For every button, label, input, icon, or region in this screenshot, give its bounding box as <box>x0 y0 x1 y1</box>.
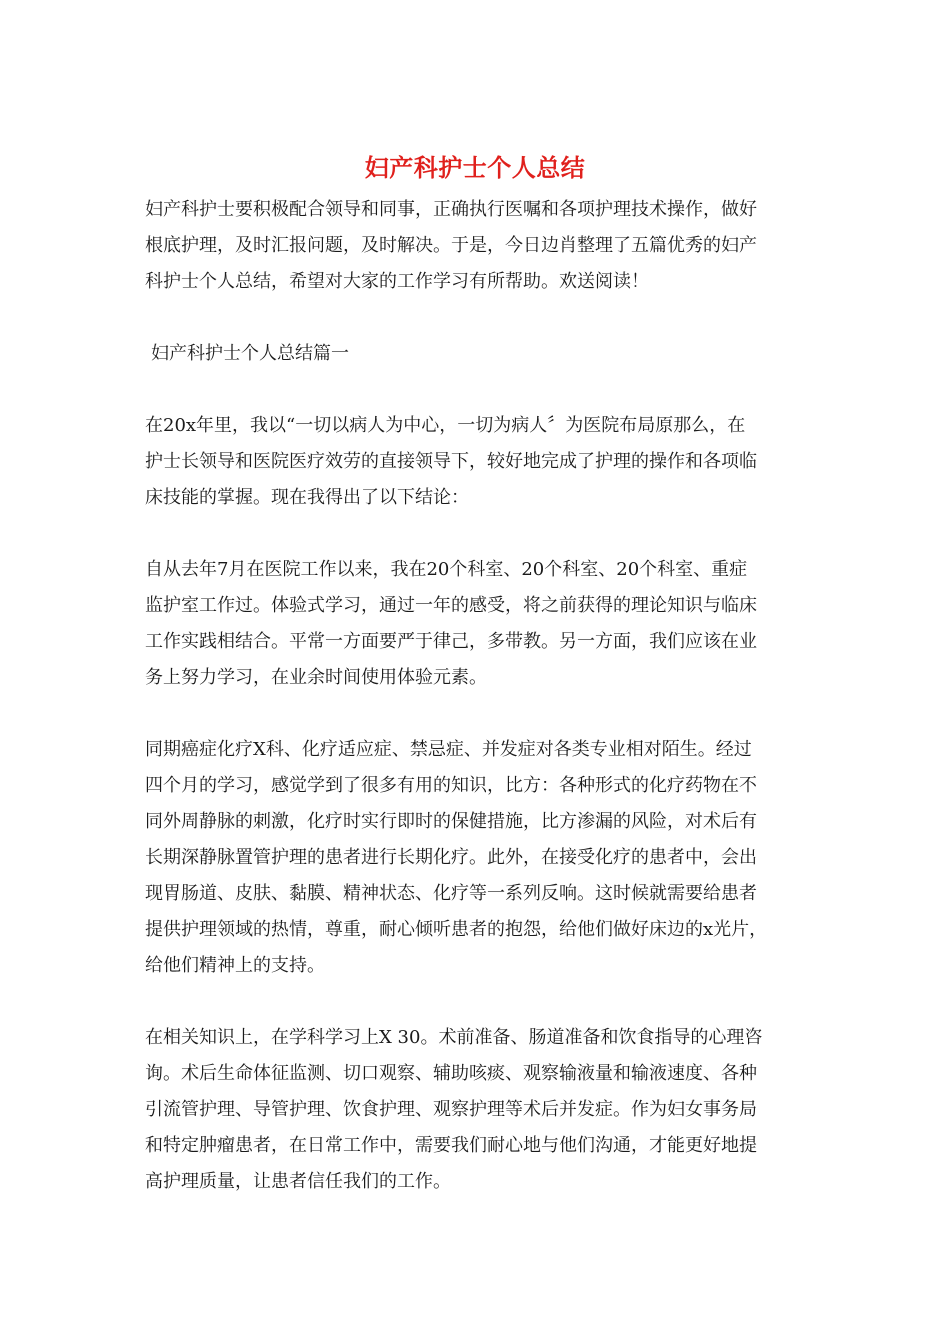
section-heading-text: 妇产科护士个人总结篇一 <box>151 343 349 364</box>
body-paragraph <box>145 1020 805 1200</box>
intro-paragraph <box>145 192 805 300</box>
paragraph-line: 根底护理，及时汇报问题，及时解决。于是，今日边肖整理了五篇优秀的妇产 <box>145 235 757 256</box>
document-title: 妇产科护士个人总结 <box>364 154 586 182</box>
body-paragraph <box>145 732 805 984</box>
paragraph-line: 务上努力学习，在业余时间使用体验元素。 <box>145 667 487 688</box>
paragraph-line: 在20x年里，我以“一切以病人为中心，一切为病人〞为医院布局原那么，在 <box>145 415 746 436</box>
paragraph-line: 工作实践相结合。平常一方面要严于律己，多带教。另一方面，我们应该在业 <box>145 631 757 652</box>
paragraph-line: 和特定肿瘤患者，在日常工作中，需要我们耐心地与他们沟通，才能更好地提 <box>145 1135 757 1156</box>
paragraph-line: 提供护理领域的热情，尊重，耐心倾听患者的抱怨，给他们做好床边的x光片， <box>145 919 768 940</box>
paragraph-line: 在相关知识上，在学科学习上X 30。术前准备、肠道准备和饮食指导的心理咨 <box>145 1027 763 1048</box>
paragraph-line: 四个月的学习，感觉学到了很多有用的知识，比方：各种形式的化疗药物在不 <box>145 775 757 796</box>
paragraph-line: 询。术后生命体征监测、切口观察、辅助咳痰、观察输液量和输液速度、各种 <box>145 1063 757 1084</box>
body-paragraph <box>145 552 805 696</box>
paragraph-line: 自从去年7月在医院工作以来，我在20个科室、20个科室、20个科室、重症 <box>145 559 748 580</box>
paragraph-line: 同期癌症化疗X科、化疗适应症、禁忌症、并发症对各类专业相对陌生。经过 <box>145 739 752 760</box>
paragraph-line: 监护室工作过。体验式学习，通过一年的感受，将之前获得的理论知识与临床 <box>145 595 757 616</box>
paragraph-line: 长期深静脉置管护理的患者进行长期化疗。此外，在接受化疗的患者中，会出 <box>145 847 757 868</box>
paragraph-line: 现胃肠道、皮肤、黏膜、精神状态、化疗等一系列反响。这时候就需要给患者 <box>145 883 757 904</box>
paragraph-line: 引流管护理、导管护理、饮食护理、观察护理等术后并发症。作为妇女事务局 <box>145 1099 757 1120</box>
paragraph-line: 同外周静脉的刺激，化疗时实行即时的保健措施，比方渗漏的风险，对术后有 <box>145 811 757 832</box>
paragraph-line: 床技能的掌握。现在我得出了以下结论： <box>145 487 469 508</box>
section-heading <box>145 336 805 372</box>
paragraph-line: 高护理质量，让患者信任我们的工作。 <box>145 1171 451 1192</box>
document-body <box>145 192 805 1236</box>
body-paragraph <box>145 408 805 516</box>
paragraph-line: 给他们精神上的支持。 <box>145 955 325 976</box>
paragraph-line: 护士长领导和医院医疗效劳的直接领导下，较好地完成了护理的操作和各项临 <box>145 451 757 472</box>
paragraph-line: 妇产科护士要积极配合领导和同事，正确执行医嘱和各项护理技术操作，做好 <box>145 199 757 220</box>
paragraph-line: 科护士个人总结，希望对大家的工作学习有所帮助。欢送阅读！ <box>145 271 649 292</box>
